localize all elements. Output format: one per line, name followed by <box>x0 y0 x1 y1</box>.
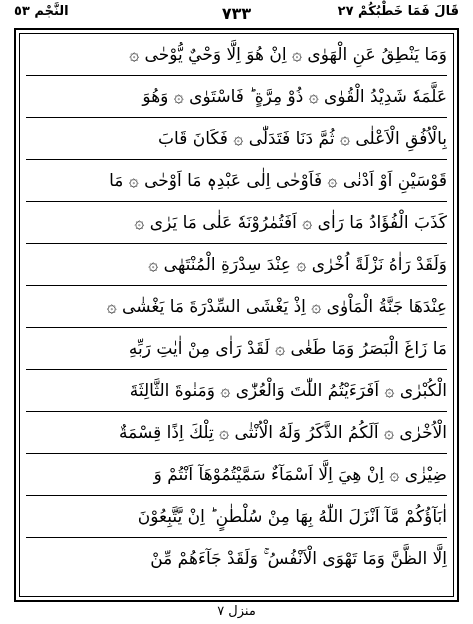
header-surah-name: النَّجْم ٥٣ <box>14 4 69 19</box>
line-text: بِالْاُفُقِ الْاَعْلٰى ۞ ثُمَّ دَنَا فَتَدَلّٰى ۞ فَكَانَ قَابَ <box>158 129 447 149</box>
page-number: ٧٣٣ <box>221 4 252 23</box>
text-line-7 <box>26 286 447 328</box>
line-text: عِنْدَهَا جَنَّةُ الْمَاْوٰى ۞ اِذْ يَغْشَى السِّدْرَةَ مَا يَغْشٰى ۞ <box>106 297 447 317</box>
page-header <box>14 4 459 26</box>
line-text: وَلَقَدْ رَاٰهُ نَزْلَةً اُخْرٰى ۞ عِنْدَ سِدْرَةِ الْمُنْتَهٰى ۞ <box>148 255 447 275</box>
page-frame <box>14 28 459 602</box>
line-text: اٰبَآؤُكُمْ مَّآ اَنْزَلَ اللّٰهُ بِهَا مِنْ سُلْطٰنٍ ؕ اِنْ يَّتَّبِعُوْنَ <box>137 506 447 527</box>
text-line-8 <box>26 328 447 370</box>
text-line-2 <box>26 76 447 118</box>
manzil-marker: منزل ٧ <box>217 604 256 619</box>
line-text: قَوْسَيْنِ اَوْ اَدْنٰى ۞ فَاَوْحٰى اِلٰى عَبْدِهٖ مَا اَوْحٰى ۞ مَا <box>109 171 447 191</box>
text-line-6 <box>26 244 447 286</box>
header-surah-part: قَالَ فَمَا خَطْبُكُمْ ٢٧ <box>337 4 459 19</box>
line-text: كَذَبَ الْفُؤَادُ مَا رَاٰى ۞ اَفَتُمٰرُوْنَهٗ عَلٰى مَا يَرٰى ۞ <box>134 213 447 233</box>
line-text: عَلَّمَهٗ شَدِيْدُ الْقُوٰى ۞ ذُوْ مِرَّةٍ ؕ فَاسْتَوٰى ۞ وَهُوَ <box>142 87 447 107</box>
text-line-10 <box>26 412 447 454</box>
text-line-13 <box>26 538 447 579</box>
text-line-11 <box>26 454 447 496</box>
text-line-3 <box>26 118 447 160</box>
text-line-4 <box>26 160 447 202</box>
line-text: مَا زَاغَ الْبَصَرُ وَمَا طَغٰى ۞ لَقَدْ رَاٰى مِنْ اٰيٰتِ رَبِّهِ <box>128 339 447 359</box>
line-text: ضِيْزٰى ۞ اِنْ هِيَ اِلَّا اَسْمَآءٌ سَمَّيْتُمُوْهَآ اَنْتُمْ وَ <box>153 465 447 485</box>
line-text: اِلَّا الظَّنَّ وَمَا تَهْوَى الْاَنْفُسُ ۚ وَلَقَدْ جَآءَهُمْ مِّنْ <box>150 548 447 569</box>
line-text: الْكُبْرٰى ۞ اَفَرَءَيْتُمُ اللّٰتَ وَالْعُزّٰى ۞ وَمَنٰوةَ الثَّالِثَةَ <box>129 381 447 401</box>
text-area <box>19 33 454 597</box>
text-line-9 <box>26 370 447 412</box>
text-line-5 <box>26 202 447 244</box>
text-line-1 <box>26 34 447 76</box>
text-line-12 <box>26 496 447 538</box>
line-text: وَمَا يَنْطِقُ عَنِ الْهَوٰى ۞ اِنْ هُوَ اِلَّا وَحْيٌ يُّوْحٰى ۞ <box>129 45 447 65</box>
line-text: الْاُخْرٰى ۞ اَلَكُمُ الذَّكَرُ وَلَهُ الْاُنْثٰى ۞ تِلْكَ اِذًا قِسْمَةٌ <box>119 423 447 443</box>
